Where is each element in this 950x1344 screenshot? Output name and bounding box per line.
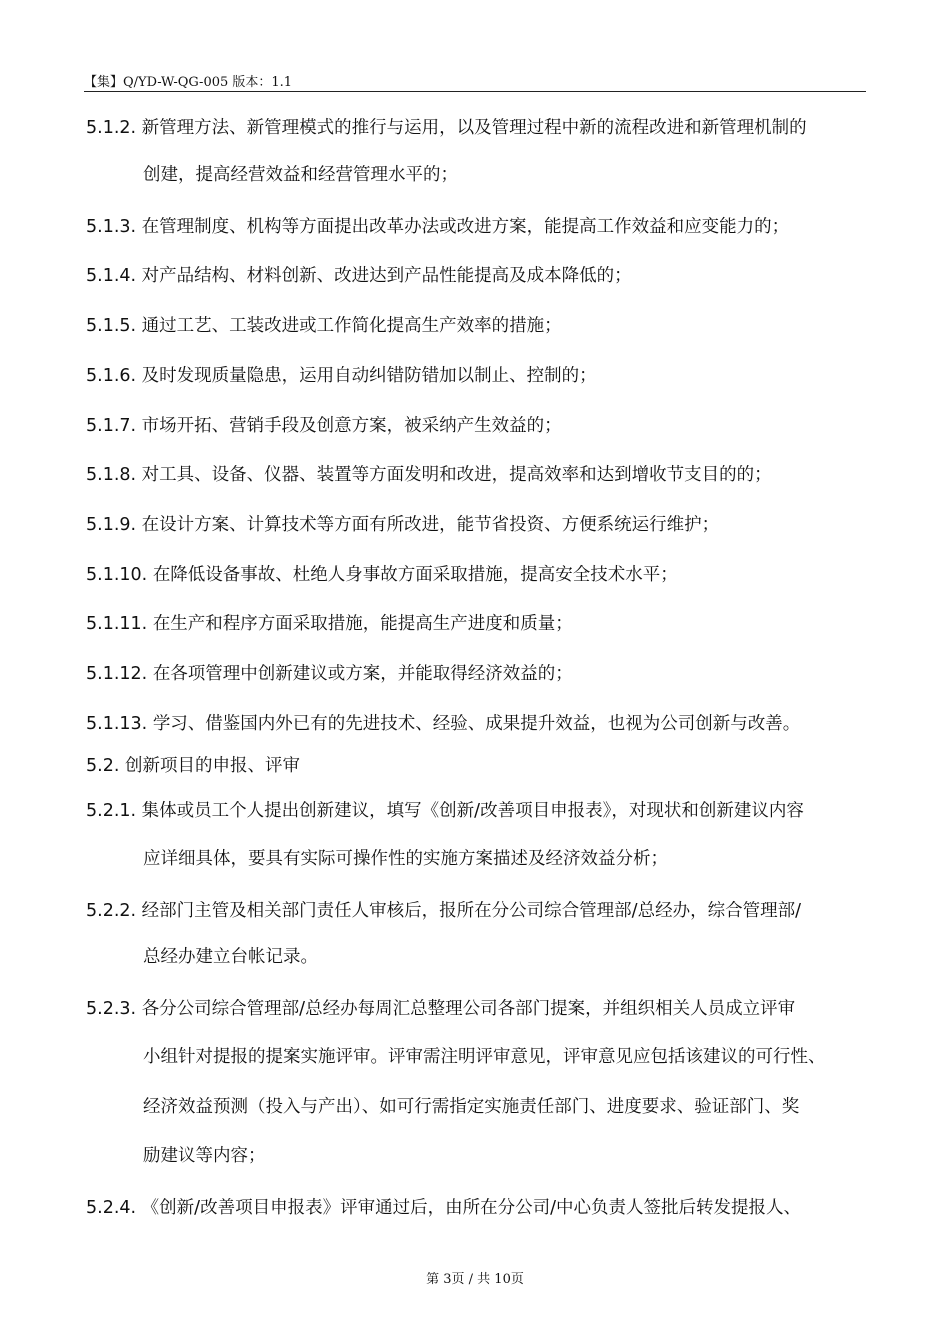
- clause-text: 经部门主管及相关部门责任人审核后，报所在分公司综合管理部/总经办，综合管理部/: [141, 901, 801, 921]
- clause-5-2-4: [86, 1194, 866, 1219]
- clause-text-continuation: 小组针对提报的提案实施评审。评审需注明评审意见，评审意见应包括该建议的可行性、: [143, 1047, 826, 1067]
- clause-number: 5.1.3.: [86, 217, 137, 237]
- clause-5-2-1: [86, 797, 866, 822]
- clause-number: 5.1.5.: [86, 316, 137, 336]
- clause-number: 5.1.4.: [86, 266, 137, 286]
- clause-text: 在管理制度、机构等方面提出改革办法或改进方案，能提高工作效益和应变能力的；: [141, 217, 790, 237]
- clause-number: 5.2.4.: [86, 1198, 137, 1218]
- clause-number: 5.2.1.: [86, 801, 137, 821]
- clause-text: 市场开拓、营销手段及创意方案，被采纳产生效益的；: [141, 416, 562, 436]
- clause-number: 5.1.7.: [86, 416, 137, 436]
- clause-5-1-11: [86, 610, 866, 635]
- clause-number: 5.2.3.: [86, 999, 137, 1019]
- clause-5-1-9: [86, 511, 866, 536]
- clause-text-continuation: 励建议等内容；: [143, 1146, 266, 1166]
- clause-text: 《创新/改善项目申报表》评审通过后，由所在分公司/中心负责人签批后转发提报人、: [141, 1198, 801, 1218]
- clause-text: 在各项管理中创新建议或方案，并能取得经济效益的；: [152, 664, 573, 684]
- page-header: 【集】Q/YD-W-QG-005 版本：1.1: [84, 71, 866, 92]
- clause-5-1-7: [86, 412, 866, 437]
- clause-5-1-2: [86, 114, 866, 139]
- section-heading: 5.2. 创新项目的申报、评审: [86, 756, 300, 776]
- clause-5-1-13: [86, 710, 866, 735]
- clause-5-1-8: [86, 461, 866, 486]
- clause-text: 新管理方法、新管理模式的推行与运用，以及管理过程中新的流程改进和新管理机制的: [141, 118, 807, 138]
- clause-text: 及时发现质量隐患，运用自动纠错防错加以制止、控制的；: [141, 366, 597, 386]
- clause-number: 5.1.2.: [86, 118, 137, 138]
- clause-5-2-2: [86, 897, 866, 922]
- clause-text-continuation: 创建，提高经营效益和经营管理水平的；: [143, 165, 458, 185]
- clause-text-continuation: 总经办建立台帐记录。: [143, 947, 318, 967]
- clause-text-continuation: 经济效益预测（投入与产出）、如可行需指定实施责任部门、进度要求、验证部门、奖: [143, 1097, 800, 1117]
- clause-text: 在生产和程序方面采取措施，能提高生产进度和质量；: [152, 614, 573, 634]
- clause-number: 5.1.12.: [86, 664, 148, 684]
- clause-text: 通过工艺、工装改进或工作简化提高生产效率的措施；: [141, 316, 562, 336]
- clause-text: 在降低设备事故、杜绝人身事故方面采取措施，提高安全技术水平；: [152, 565, 678, 585]
- clause-text-continuation: 应详细具体，要具有实际可操作性的实施方案描述及经济效益分析；: [143, 849, 668, 869]
- page-footer: 第 3页 / 共 10页: [426, 1272, 524, 1287]
- clause-number: 5.1.11.: [86, 614, 148, 634]
- clause-number: 5.2.2.: [86, 901, 137, 921]
- clause-5-2-3: [86, 995, 866, 1020]
- clause-text: 对工具、设备、仪器、装置等方面发明和改进，提高效率和达到增收节支目的的；: [141, 465, 772, 485]
- clause-number: 5.1.8.: [86, 465, 137, 485]
- clause-5-1-10: [86, 561, 866, 586]
- clause-number: 5.1.9.: [86, 515, 137, 535]
- clause-text: 对产品结构、材料创新、改进达到产品性能提高及成本降低的；: [141, 266, 632, 286]
- clause-5-1-3: [86, 213, 866, 238]
- clause-5-1-4: [86, 262, 866, 287]
- clause-5-1-5: [86, 312, 866, 337]
- clause-number: 5.1.10.: [86, 565, 148, 585]
- clause-text: 集体或员工个人提出创新建议，填写《创新/改善项目申报表》，对现状和创新建议内容: [141, 801, 804, 821]
- clause-5-1-6: [86, 362, 866, 387]
- clause-5-1-12: [86, 660, 866, 685]
- clause-number: 5.1.6.: [86, 366, 137, 386]
- clause-text: 在设计方案、计算技术等方面有所改进，能节省投资、方便系统运行维护；: [141, 515, 720, 535]
- clause-number: 5.1.13.: [86, 714, 148, 734]
- clause-text: 各分公司综合管理部/总经办每周汇总整理公司各部门提案，并组织相关人员成立评审: [141, 999, 796, 1019]
- clause-text: 学习、借鉴国内外已有的先进技术、经验、成果提升效益，也视为公司创新与改善。: [152, 714, 801, 734]
